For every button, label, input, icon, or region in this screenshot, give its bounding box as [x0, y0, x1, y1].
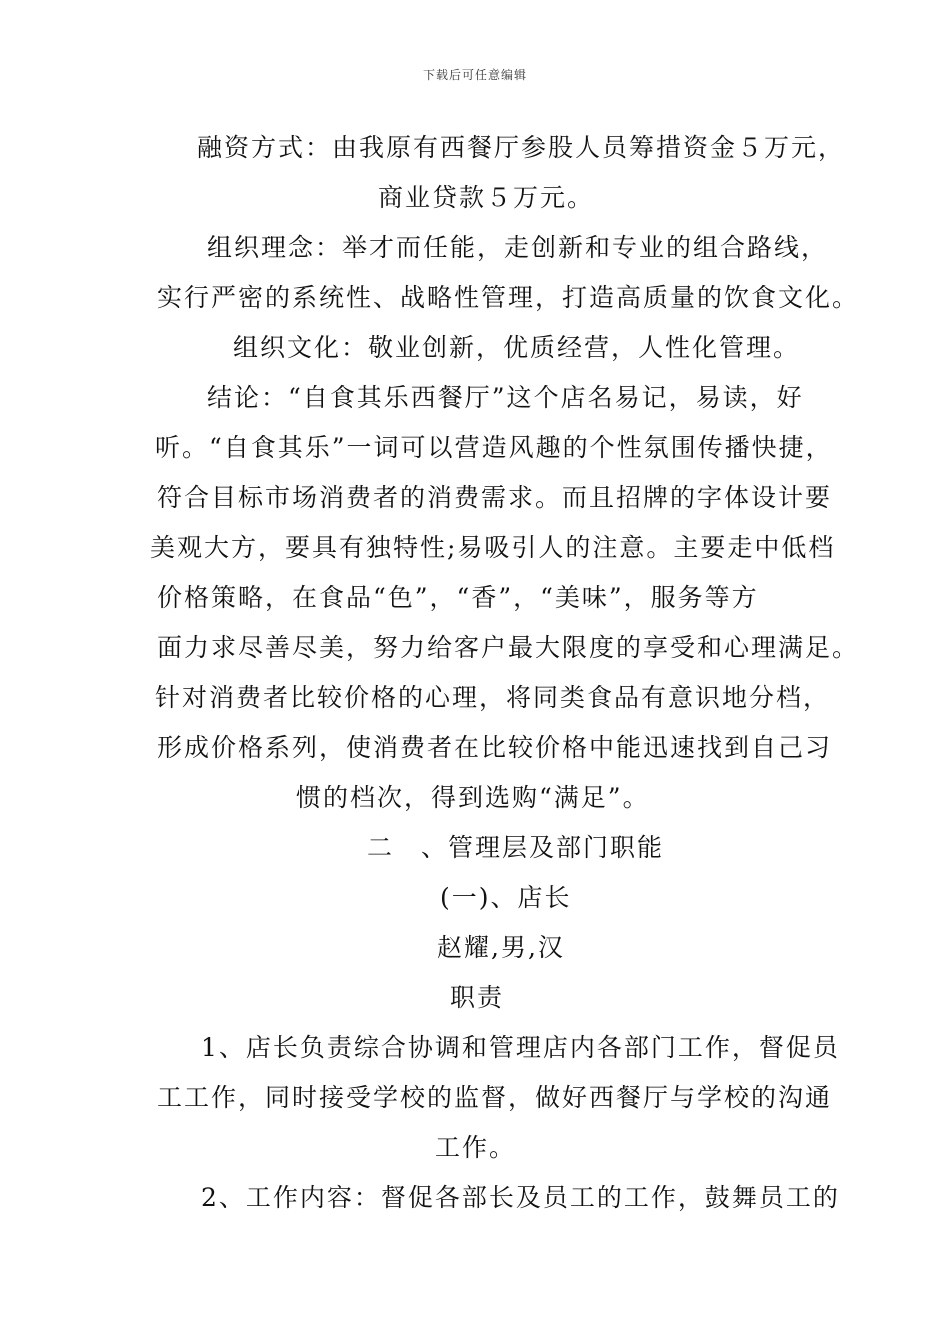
text-line: 实行严密的系统性、战略性管理，打造高质量的饮食文化。: [157, 283, 860, 312]
text-line: 结论：“自食其乐西餐厅”这个店名易记，易读，好: [207, 383, 804, 412]
subsection-heading: (一)、店长: [440, 883, 572, 912]
text-line: 融资方式：由我原有西餐厅参股人员筹措资金５万元，: [197, 133, 846, 162]
text-line: 职责: [450, 983, 505, 1012]
text-line: 组织理念：举才而任能，走创新和专业的组合路线，: [207, 233, 829, 262]
text-line: 针对消费者比较价格的心理，将同类食品有意识地分档，: [155, 683, 831, 712]
text-line: 商业贷款５万元。: [378, 183, 595, 212]
text-line: 2、工作内容：督促各部长及员工的工作，鼓舞员工的: [201, 1183, 840, 1212]
text-line: 工工作，同时接受学校的监督，做好西餐厅与学校的沟通: [157, 1083, 833, 1112]
section-heading: 二 、管理层及部门职能: [367, 833, 665, 862]
text-line: 美观大方，要具有独特性;易吸引人的注意。主要走中低档: [150, 533, 836, 562]
text-line: 符合目标市场消费者的消费需求。而且招牌的字体设计要: [157, 483, 833, 512]
page-header: 下载后可任意编辑: [422, 68, 527, 82]
text-line: 形成价格系列，使消费者在比较价格中能迅速找到自己习: [157, 733, 833, 762]
text-line: 1、店长负责综合协调和管理店内各部门工作，督促员: [201, 1033, 840, 1062]
text-line: 惯的档次，得到选购“满足”。: [296, 783, 650, 812]
text-line: 面力求尽善尽美，努力给客户最大限度的享受和心理满足。: [157, 633, 860, 662]
text-line: 价格策略，在食品“色”，“香”，“美味”，服务等方: [157, 583, 759, 612]
text-line: 听。“自食其乐”一词可以营造风趣的个性氛围传播快捷，: [155, 433, 833, 462]
text-line: 赵耀,男,汉: [437, 933, 565, 962]
text-line: 工作。: [435, 1133, 517, 1162]
text-line: 组织文化：敬业创新，优质经营，人性化管理。: [233, 333, 801, 362]
